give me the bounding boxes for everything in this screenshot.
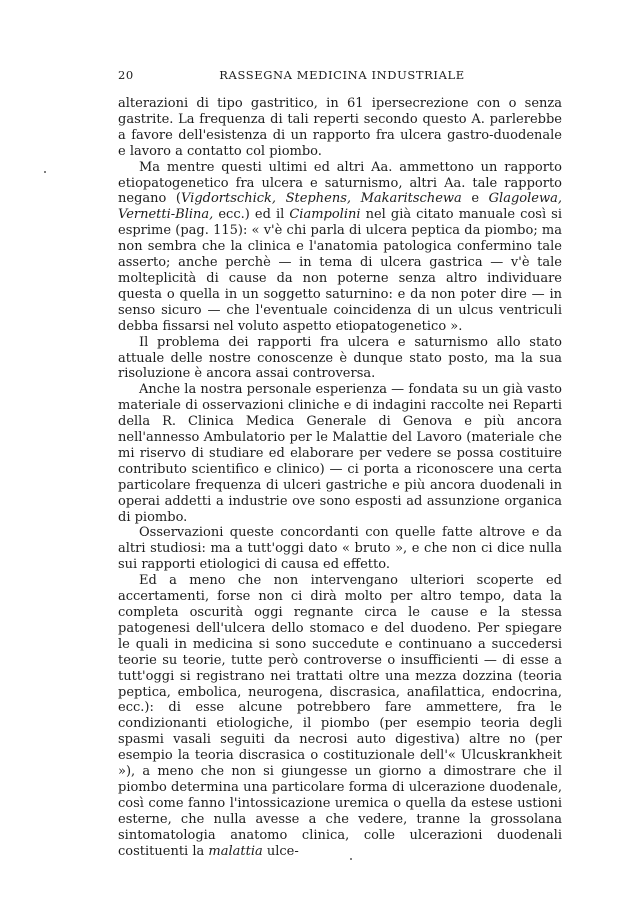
- text-run: ulce-: [262, 843, 299, 859]
- paragraph-3: [118, 335, 562, 383]
- text-run: e: [461, 191, 489, 207]
- paragraph-2: [118, 160, 562, 335]
- page-header: [118, 68, 566, 84]
- paragraph-5: [118, 525, 562, 573]
- text-run: Il problema dei rapporti fra ulcera e saturnismo allo stato attuale delle nostre conoscenze è dunque stato posto, ma la sua risoluzione è ancora assai controversa.: [118, 334, 562, 382]
- paragraph-1: [118, 96, 562, 160]
- body-text: [118, 96, 562, 860]
- text-run: Anche la nostra personale esperienza — fondata su un già vasto materiale di osservazioni cliniche e di indagini raccolte nei Reparti della R. Clinica Medica Generale di Genova e più ancora nell'annesso Ambulatorio per le Malattie del Lavoro (materiale che mi riservo di studiare ed elaborare per vedere se possa costituire contributo scientifico e clinico) — ci porta a riconoscere una certa particolare frequenza di ulceri gastriche e più ancora duodenali in operai addetti a industrie ove sono esposti ad assunzione organica di piombo.: [118, 382, 562, 525]
- text-run: nel già citato manuale così si esprime (pag. 115): « v'è chi parla di ulcera peptica da piombo; ma non sembra che la clinica e l'anatomia patologica confermino tale asserto; anche perchè — in tema di ulcera gastrica — v'è tale molteplicità di cause da non poterne senza altro individuare questa o quella in un soggetto saturnino: e da non poter dire — in senso sicuro — che l'eventuale coincidenza di un ulcus ventriculi debba fissarsi nel voluto aspetto etiopatogenetico ».: [118, 207, 563, 334]
- text-run: Osservazioni queste concordanti con quelle fatte altrove e da altri studiosi: ma a tutt'oggi dato « bruto », e che non ci dice nulla sui rapporti etiologici di causa ed effetto.: [118, 525, 562, 573]
- text-run: alterazioni di tipo gastritico, in 61 ipersecrezione con o senza gastrite. La frequenza di tali reperti secondo questo A. parlerebbe a favore dell'esistenza di un rapporto fra ulcera gastro-duodenale e lavoro a contatto col piombo.: [118, 96, 562, 159]
- italic-text-run: malattia: [208, 843, 263, 859]
- paragraph-4: [118, 382, 562, 525]
- paragraph-6: [118, 573, 562, 859]
- scan-speck: [44, 171, 46, 173]
- scan-speck: [350, 858, 352, 860]
- italic-text-run: Vigdortschick, Stephens, Makaritschewa: [181, 191, 462, 207]
- text-run: Ed a meno che non intervengano ulteriori scoperte ed accertamenti, forse non ci dirà molto per altro tempo, data la completa oscurità oggi regnante circa le cause e la stessa patogenesi dell'ulcera dello stomaco e del duodeno. Per spiegare le quali in medicina si sono succedute e continuano a succedersi teorie su teorie, tutte però controverse o insufficienti — di esse a tutt'oggi si registrano nei trattati oltre una mezza dozzina (teoria peptica, embolica, neurogena, discrasica, anafilattica, endocrina, ecc.): di esse alcune potrebbero fare ammettere, fra le condizionanti etiologiche, il piombo (per esempio teoria degli spasmi vasali seguiti da necrosi auto digestiva) altre no (per esempio la teoria discrasica o costituzionale dell'« Ulcuskrankheit »), a meno che non si giungesse un giorno a dimostrare che il piombo determina una particolare forma di ulcerazione duodenale, così come fanno l'intossicazione uremica o quella da estese ustioni esterne, che nulla avesse a che vedere, tranne la grossolana sintomatologia anatomo clinica, colle ulcerazioni duodenali costituenti la: [118, 573, 562, 859]
- italic-text-run: Glagolewa, Vernetti-Blina,: [118, 191, 562, 223]
- text-run: ecc.) ed il: [213, 207, 290, 223]
- italic-text-run: Ciampolini: [289, 207, 361, 223]
- page-number: 20: [118, 68, 134, 82]
- text-run: Ma mentre questi ultimi ed altri Aa. ammettono un rapporto etiopatogenetico fra ulcera e saturnismo, altri Aa. tale rapporto negano (: [118, 159, 562, 207]
- running-title: RASSEGNA MEDICINA INDUSTRIALE: [219, 68, 465, 82]
